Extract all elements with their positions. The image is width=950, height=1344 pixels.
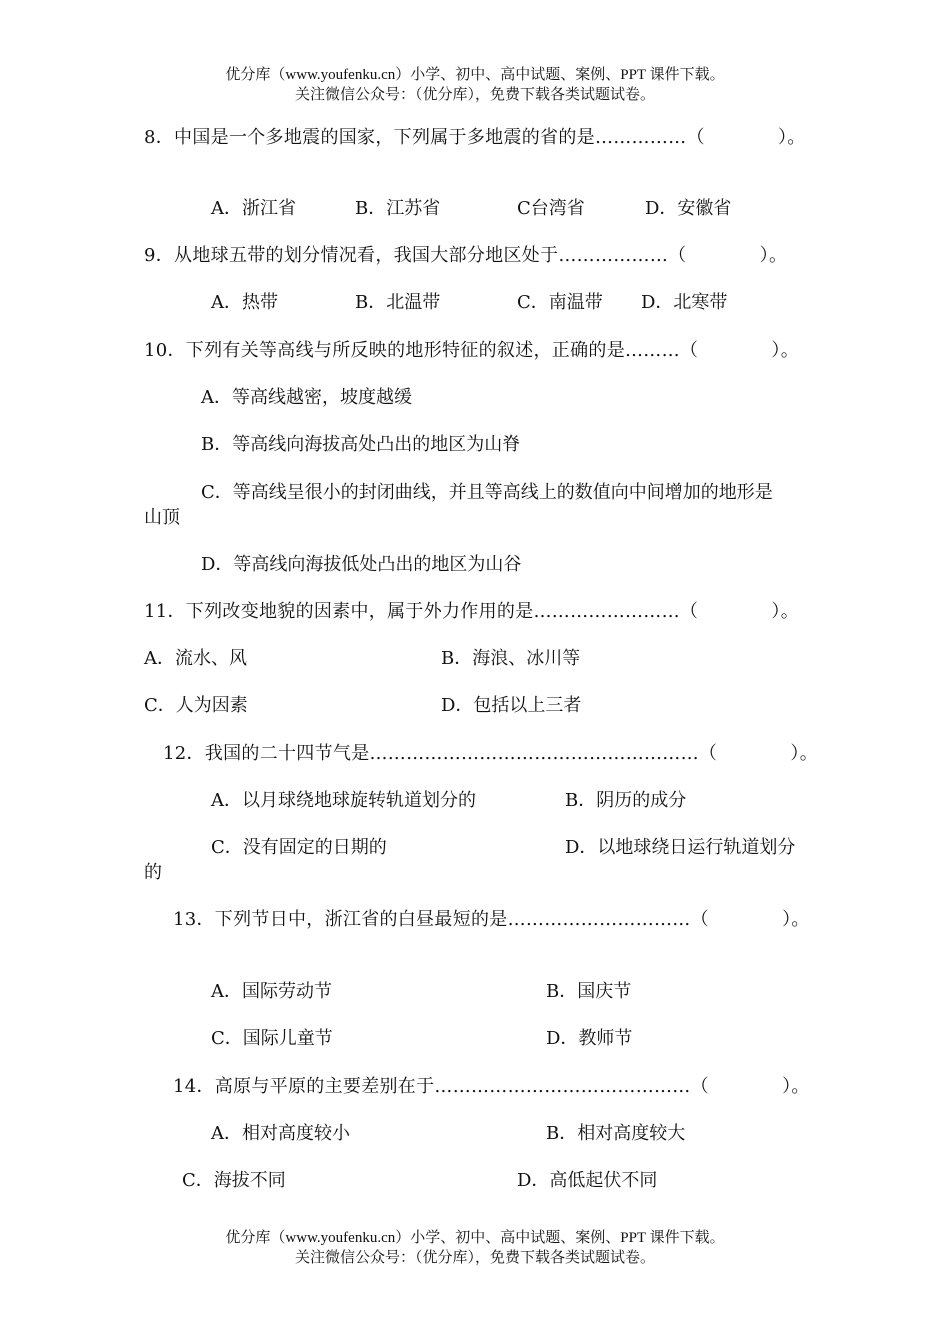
question-13-stem: 13．下列节日中，浙江省的白昼最短的是…………………………（ ）。 — [173, 909, 810, 930]
question-11-option-d: D．包括以上三者 — [441, 695, 582, 716]
question-8-option-c: C台湾省 — [517, 198, 585, 219]
question-9-option-a: A．热带 — [211, 292, 278, 313]
header-line-1: 优分库（www.youfenku.cn）小学、初中、高中试题、案例、PPT 课件下载。 — [225, 67, 725, 83]
question-14-option-c: C．海拔不同 — [182, 1170, 286, 1191]
footer-line-1: 优分库（www.youfenku.cn）小学、初中、高中试题、案例、PPT 课件下载。 — [225, 1230, 725, 1246]
question-13-option-b: B．国庆节 — [546, 981, 632, 1002]
question-12-option-a: A．以月球绕地球旋转轨道划分的 — [211, 790, 476, 811]
question-10-option-a: A．等高线越密，坡度越缓 — [201, 387, 412, 408]
question-9-option-b: B．北温带 — [355, 292, 441, 313]
question-10-option-b: B．等高线向海拔高处凸出的地区为山脊 — [201, 434, 521, 455]
footer-line-2: 关注微信公众号：（优分库），免费下载各类试题试卷。 — [294, 1250, 655, 1266]
question-13-option-c: C．国际儿童节 — [211, 1028, 333, 1049]
question-12-option-b: B．阴历的成分 — [565, 790, 687, 811]
question-12-option-c: C．没有固定的日期的 — [211, 837, 387, 858]
question-8-option-d: D．安徽省 — [645, 198, 732, 219]
header-line-2: 关注微信公众号：（优分库），免费下载各类试题试卷。 — [294, 87, 655, 103]
question-9-option-c: C．南温带 — [517, 292, 603, 313]
question-11-option-a: A．流水、风 — [144, 648, 247, 669]
question-12-option-d-line-1: D．以地球绕日运行轨道划分 — [565, 837, 796, 858]
question-8-option-b: B．江苏省 — [355, 198, 441, 219]
question-11-option-c: C．人为因素 — [144, 695, 248, 716]
question-12-option-d-line-2: 的 — [144, 862, 162, 883]
question-8-stem: 8．中国是一个多地震的国家，下列属于多地震的省的是……………（ ）。 — [144, 127, 806, 148]
question-9-stem: 9．从地球五带的划分情况看，我国大部分地区处于………………（ ）。 — [144, 245, 788, 266]
question-11-stem: 11．下列改变地貌的因素中，属于外力作用的是……………………（ ）。 — [144, 601, 800, 622]
question-14-option-d: D．高低起伏不同 — [517, 1170, 658, 1191]
question-14-option-a: A．相对高度较小 — [211, 1123, 350, 1144]
question-14-stem: 14．高原与平原的主要差别在于……………………………………（ ）。 — [173, 1076, 810, 1097]
question-8-option-a: A．浙江省 — [211, 198, 296, 219]
question-12-stem: 12．我国的二十四节气是………………………………………………（ ）。 — [163, 743, 819, 764]
question-13-option-a: A．国际劳动节 — [211, 981, 332, 1002]
question-14-option-b: B．相对高度较大 — [546, 1123, 686, 1144]
question-9-option-d: D．北寒带 — [641, 292, 728, 313]
question-10-option-c-line-1: C．等高线呈很小的封闭曲线，并且等高线上的数值向中间增加的地形是 — [201, 482, 773, 503]
question-10-stem: 10．下列有关等高线与所反映的地形特征的叙述，正确的是………（ ）。 — [144, 340, 800, 361]
question-10-option-c-line-2: 山顶 — [144, 507, 180, 528]
question-11-option-b: B．海浪、冰川等 — [441, 648, 581, 669]
question-13-option-d: D．教师节 — [546, 1028, 633, 1049]
question-10-option-d: D．等高线向海拔低处凸出的地区为山谷 — [201, 554, 522, 575]
